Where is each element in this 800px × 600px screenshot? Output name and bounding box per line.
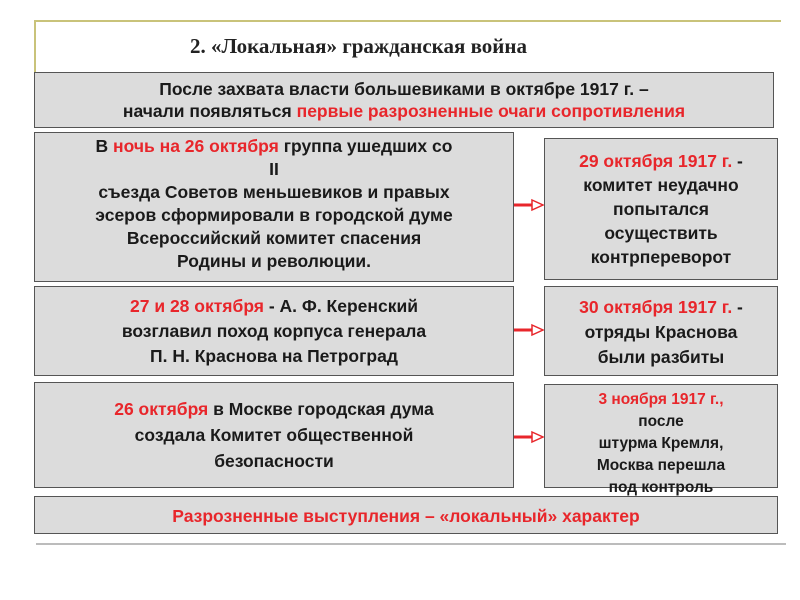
- outcome-3-line-5: под контроль: [608, 479, 714, 496]
- outcome-3-line-1: [545, 389, 777, 411]
- event-2-line-2: возглавил поход корпуса генерала: [121, 321, 427, 341]
- intro-highlight: первые разрозненные очаги сопротивления: [296, 101, 686, 121]
- arrow-right-icon: [514, 324, 544, 336]
- event-box-committee-formation: [34, 132, 514, 282]
- outcome-box-kremlin-storm: [544, 384, 778, 496]
- event-2-line-1: [35, 294, 513, 319]
- event-2-line-3: П. Н. Краснова на Петроград: [150, 346, 398, 366]
- intro-line-2: [35, 100, 773, 122]
- outcome-1-date: 29 октября 1917 г.: [579, 151, 733, 171]
- outcome-3-line-3: штурма Кремля,: [598, 435, 724, 452]
- conclusion-text: Разрозненные выступления – «локальный» характер: [172, 506, 640, 526]
- outcome-2-dash: -: [732, 297, 743, 317]
- outcome-2-line-1: [545, 295, 777, 320]
- event-2-text: - А. Ф. Керенский: [263, 296, 418, 316]
- outcome-1-line-3: попытался: [613, 199, 709, 219]
- conclusion-box: [34, 496, 778, 534]
- event-box-kerensky-campaign: [34, 286, 514, 376]
- event-1-line-3: съезда Советов меньшевиков и правых: [98, 182, 450, 202]
- outcome-1-line-2: комитет неудачно: [583, 175, 739, 195]
- event-1-text: группа ушедших со: [278, 136, 453, 156]
- frame-top-border: [34, 20, 781, 22]
- intro-line-1: После захвата власти большевиками в октябре 1917 г. –: [159, 79, 649, 99]
- outcome-3-line-4: Москва перешла: [596, 457, 726, 474]
- arrow-right-icon: [514, 431, 544, 443]
- outcome-2-line-2: отряды Краснова: [584, 322, 738, 342]
- arrow-right-icon: [514, 199, 544, 211]
- outcome-box-krasnov-defeat: [544, 286, 778, 376]
- slide-title: 2. «Локальная» гражданская война: [190, 34, 527, 58]
- outcome-2-date: 30 октября 1917 г.: [579, 297, 733, 317]
- outcome-1-dash: -: [732, 151, 743, 171]
- outcome-3-line-2: после: [638, 413, 684, 430]
- outcome-3-date: 3 ноября 1917 г.,: [598, 391, 724, 408]
- event-1-line-4: эсеров сформировали в городской думе: [95, 205, 453, 225]
- event-3-text: в Москве городская дума: [208, 399, 434, 419]
- event-1-line-5: Всероссийский комитет спасения: [126, 228, 422, 248]
- outcome-box-counter-coup: [544, 138, 778, 280]
- event-box-moscow-committee: [34, 382, 514, 488]
- event-1-line-6: Родины и революции.: [177, 251, 371, 271]
- event-3-line-1: [35, 396, 513, 422]
- frame-left-border: [34, 20, 36, 72]
- event-1-prefix: В: [95, 136, 114, 156]
- event-3-date: 26 октября: [114, 399, 209, 419]
- frame-bottom-border: [36, 543, 786, 545]
- event-1-line-2: II: [269, 159, 279, 179]
- event-1-line-1: [35, 135, 513, 158]
- event-2-date: 27 и 28 октября: [130, 296, 264, 316]
- intro-box: [34, 72, 774, 128]
- event-3-line-2: создала Комитет общественной: [134, 425, 414, 445]
- outcome-2-line-3: были разбиты: [597, 347, 725, 367]
- outcome-1-line-4: осуществить: [604, 223, 718, 243]
- outcome-1-line-1: [545, 149, 777, 173]
- intro-line-2-prefix: начали появляться: [122, 101, 297, 121]
- outcome-1-line-5: контрпереворот: [590, 247, 732, 267]
- event-3-line-3: безопасности: [214, 451, 334, 471]
- event-1-date: ночь на 26 октября: [113, 136, 279, 156]
